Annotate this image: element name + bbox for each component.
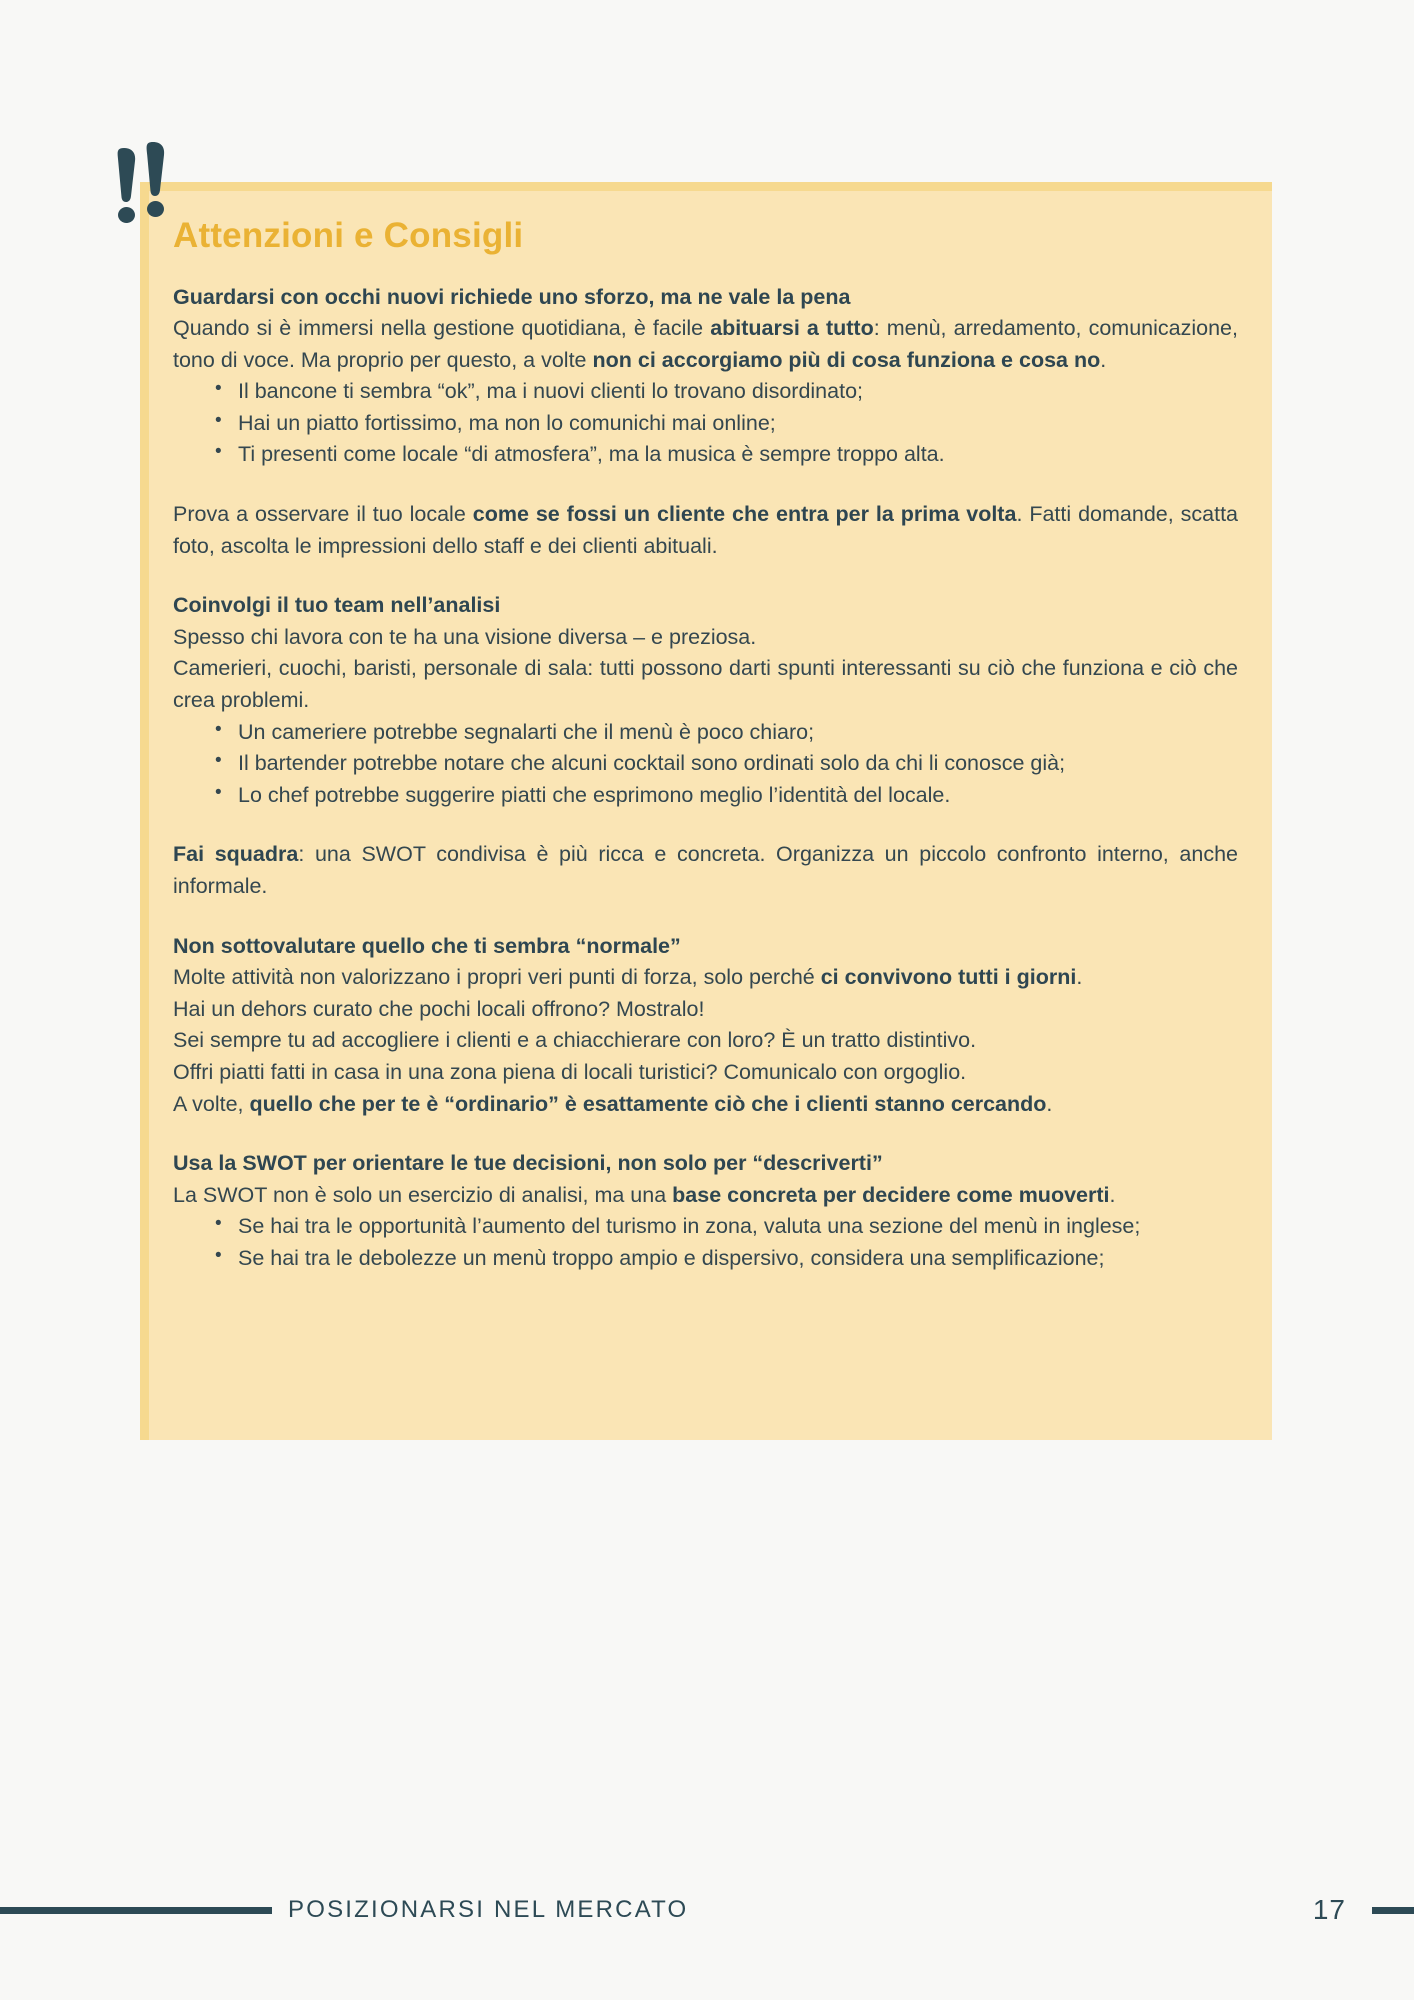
paragraph-guardarsi	[173, 313, 1238, 376]
text-run-bold: come se fossi un cliente che entra per la prima volta	[472, 502, 1017, 527]
text-run: Quando si è immersi nella gestione quotidiana, è facile	[173, 316, 711, 341]
text-run: .	[1076, 965, 1083, 990]
paragraph-fai-squadra	[173, 839, 1238, 902]
bullet-list-guardarsi	[173, 376, 1238, 471]
list-item: • Ti presenti come locale “di atmosfera”, ma la musica è sempre troppo alta.	[213, 439, 1238, 471]
text-run: : una SWOT condivisa è più ricca e concreta. Organizza un piccolo confronto interno, anche informale.	[173, 842, 1238, 898]
section-heading-coinvolgi: Coinvolgi il tuo team nell’analisi	[173, 593, 501, 618]
list-item: • Se hai tra le opportunità l’aumento del turismo in zona, valuta una sezione del menù in inglese;	[213, 1211, 1238, 1243]
text-run-bold: Fai squadra	[173, 842, 299, 867]
paragraph-accogliere: Sei sempre tu ad accogliere i clienti e a chiacchierare con loro? È un tratto distintivo.	[173, 1028, 977, 1053]
text-run: Prova a osservare il tuo locale	[173, 502, 473, 527]
footer-title: POSIZIONARSI NEL MERCATO	[288, 1896, 689, 1923]
section-heading-non-sottovalutare: Non sottovalutare quello che ti sembra “normale”	[173, 933, 681, 958]
text-run-bold: quello che per te è “ordinario” è esattamente ciò che i clienti stanno cercando	[249, 1091, 1047, 1116]
text-run: .	[1109, 1182, 1116, 1207]
list-item: • Un cameriere potrebbe segnalarti che il menù è poco chiaro;	[213, 717, 1238, 749]
text-run: . Fatti domande, scatta foto, ascolta le impressioni dello staff e dei clienti abituali.	[173, 502, 1239, 558]
text-run: .	[1100, 347, 1107, 372]
page-number: 17	[1312, 1894, 1346, 1925]
list-item: • Il bartender potrebbe notare che alcuni cocktail sono ordinati solo da chi li conosce già;	[213, 748, 1238, 780]
paragraph-coinvolgi-line1: Spesso chi lavora con te ha una visione diversa – e preziosa.	[173, 624, 757, 649]
bullet-list-coinvolgi	[173, 717, 1238, 812]
double-exclamation-icon	[110, 140, 180, 230]
text-run-bold: base concreta per decidere come muoverti	[672, 1182, 1110, 1207]
footer-rule-right	[1372, 1907, 1414, 1914]
list-item: • Il bancone ti sembra “ok”, ma i nuovi clienti lo trovano disordinato;	[213, 376, 1238, 408]
paragraph-coinvolgi-line2: Camerieri, cuochi, baristi, personale di sala: tutti possono darti spunti interessanti su ciò che funziona e ciò che crea problemi.	[173, 656, 1238, 713]
bullet-list-usa-swot	[173, 1211, 1238, 1274]
section-heading-usa-swot: Usa la SWOT per orientare le tue decisioni, non solo per “descriverti”	[173, 1151, 883, 1176]
page-footer	[0, 1890, 1414, 1930]
text-run: Molte attività non valorizzano i propri veri punti di forza, solo perché	[173, 965, 821, 990]
footer-rule-left	[0, 1907, 272, 1914]
paragraph-dehors: Hai un dehors curato che pochi locali offrono? Mostralo!	[173, 996, 705, 1021]
callout-title: Attenzioni e Consigli	[173, 216, 524, 255]
paragraph-usa-swot	[173, 1180, 1238, 1212]
paragraph-piatti-casa: Offri piatti fatti in casa in una zona piena di locali turistici? Comunicalo con orgoglio.	[173, 1059, 967, 1084]
text-run: La SWOT non è solo un esercizio di analisi, ma una	[173, 1182, 673, 1207]
list-item: • Se hai tra le debolezze un menù troppo ampio e dispersivo, considera una semplificazione;	[213, 1243, 1238, 1275]
text-run-bold: ci convivono tutti i giorni	[820, 965, 1077, 990]
paragraph-non-sottovalutare	[173, 962, 1238, 994]
text-run-bold: non ci accorgiamo più di cosa funziona e cosa no	[592, 347, 1101, 372]
text-run: .	[1046, 1091, 1053, 1116]
text-run-bold: abituarsi a tutto	[710, 316, 874, 341]
list-item: • Lo chef potrebbe suggerire piatti che esprimono meglio l’identità del locale.	[213, 780, 1238, 812]
paragraph-prova-osservare	[173, 499, 1238, 562]
attention-callout-box	[140, 182, 1272, 1440]
section-heading-guardarsi: Guardarsi con occhi nuovi richiede uno sforzo, ma ne vale la pena	[173, 284, 851, 309]
list-item: • Hai un piatto fortissimo, ma non lo comunichi mai online;	[213, 408, 1238, 440]
paragraph-a-volte	[173, 1089, 1238, 1121]
text-run: : menù, arredamento, comunicazione, tono di voce. Ma proprio per questo, a volte	[173, 316, 1238, 372]
text-run: A volte,	[173, 1091, 250, 1116]
